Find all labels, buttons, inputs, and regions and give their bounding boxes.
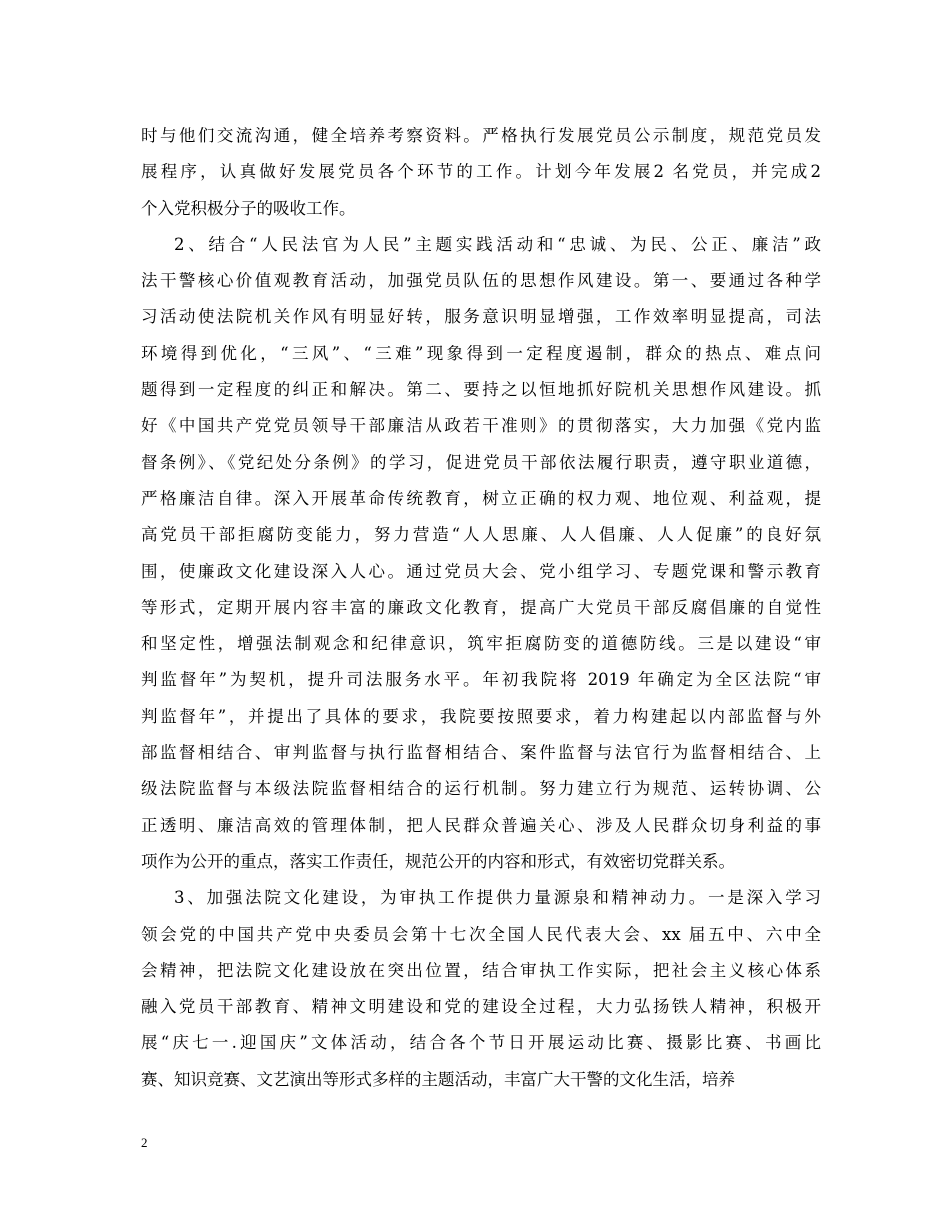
- text-line: 好《中国共产党党员领导干部廉洁从政若干准则》的贯彻落实，大力加强《党内监: [141, 416, 821, 436]
- text-line: 领会党的中国共产党中央委员会第十七次全国人民代表大会、xx 届五中、六中全: [141, 924, 821, 944]
- page-number: 2: [141, 1135, 148, 1150]
- text-line: 展程序，认真做好发展党员各个环节的工作。计划今年发展2 名党员，并完成2: [141, 162, 821, 182]
- paragraph: [141, 118, 821, 227]
- text-line: 个入党积极分子的吸收工作。: [141, 198, 356, 218]
- text-line: 赛、知识竞赛、文艺演出等形式多样的主题活动，丰富广大干警的文化生活，培养: [141, 1069, 735, 1089]
- text-line: 判监督年”，并提出了具体的要求，我院要按照要求，着力构建起以内部监督与外: [141, 706, 821, 726]
- text-line: 融入党员干部教育、精神文明建设和党的建设全过程，大力弘扬铁人精神，积极开: [141, 997, 821, 1017]
- text-line: 严格廉洁自律。深入开展革命传统教育，树立正确的权力观、地位观、利益观，提: [141, 488, 821, 508]
- text-line: 部监督相结合、审判监督与执行监督相结合、案件监督与法官行为监督相结合、上: [141, 743, 821, 763]
- text-line: 高党员干部拒腐防变能力，努力营造“人人思廉、人人倡廉、人人促廉”的良好氛: [141, 525, 821, 545]
- text-line: 题得到一定程度的纠正和解决。第二、要持之以恒地抓好院机关思想作风建设。抓: [141, 380, 821, 400]
- text-line: 习活动使法院机关作风有明显好转，服务意识明显增强，工作效率明显提高，司法: [141, 307, 821, 327]
- text-line: 环境得到优化，“三风”、“三难”现象得到一定程度遏制，群众的热点、难点问: [141, 343, 821, 363]
- text-line: 项作为公开的重点，落实工作责任，规范公开的内容和形式，有效密切党群关系。: [141, 851, 735, 871]
- text-line: 会精神，把法院文化建设放在突出位置，结合审执工作实际，把社会主义核心体系: [141, 960, 821, 980]
- text-line: 3、加强法院文化建设，为审执工作提供力量源泉和精神动力。一是深入学习: [174, 888, 821, 908]
- text-line: 2、结合“人民法官为人民”主题实践活动和“忠诚、为民、公正、廉洁”政: [174, 234, 821, 254]
- text-line: 等形式，定期开展内容丰富的廉政文化教育，提高广大党员干部反腐倡廉的自觉性: [141, 597, 821, 617]
- text-line: 和坚定性，增强法制观念和纪律意识，筑牢拒腐防变的道德防线。三是以建设“审: [141, 634, 821, 654]
- text-line: 围，使廉政文化建设深入人心。通过党员大会、党小组学习、专题党课和警示教育: [141, 561, 821, 581]
- paragraph: [141, 880, 821, 1098]
- text-line: 正透明、廉洁高效的管理体制，把人民群众普遍关心、涉及人民群众切身利益的事: [141, 815, 821, 835]
- text-line: 级法院监督与本级法院监督相结合的运行机制。努力建立行为规范、运转协调、公: [141, 779, 821, 799]
- paragraph: [141, 227, 821, 880]
- text-line: 时与他们交流沟通，健全培养考察资料。严格执行发展党员公示制度，规范党员发: [141, 126, 821, 145]
- text-line: 展“庆七一.迎国庆”文体活动，结合各个节日开展运动比赛、摄影比赛、书画比: [141, 1033, 821, 1053]
- text-line: 法干警核心价值观教育活动，加强党员队伍的思想作风建设。第一、要通过各种学: [141, 271, 821, 291]
- text-line: 判监督年”为契机，提升司法服务水平。年初我院将 2019 年确定为全区法院“审: [141, 670, 821, 690]
- text-line: 督条例》、《党纪处分条例》的学习，促进党员干部依法履行职责，遵守职业道德，: [141, 452, 821, 472]
- body-text: [141, 118, 821, 1098]
